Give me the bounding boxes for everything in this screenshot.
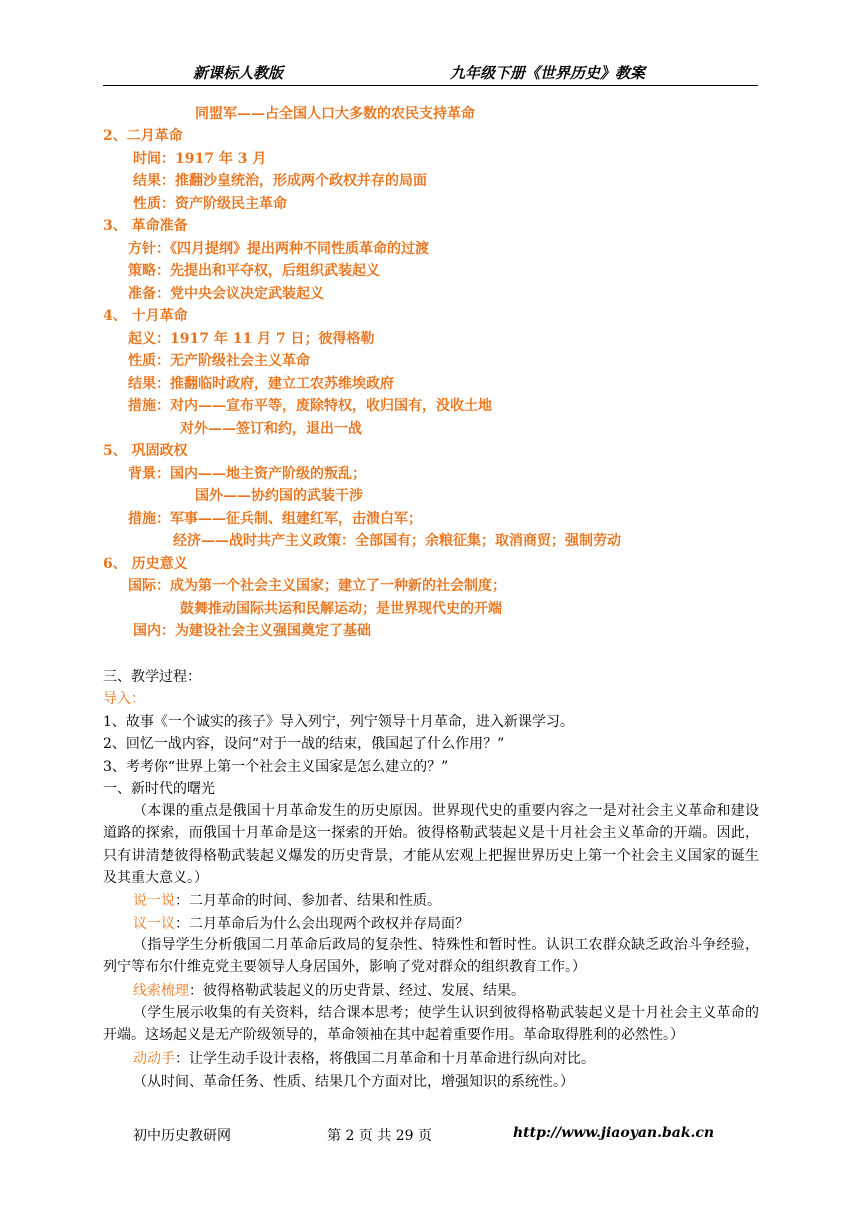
- activity-line: [133, 892, 441, 910]
- intro-item: 1、故事《一个诚实的孩子》导入列宁，列宁领导十月革命，进入新课学习。: [103, 714, 574, 730]
- outline-line: 结果：推翻临时政府，建立工农苏维埃政府: [128, 376, 394, 392]
- activity-label: 议一议: [133, 916, 175, 932]
- outline-line: 起义：1917 年 11 月 7 日；彼得格勒: [128, 331, 375, 347]
- subsection-heading: 一、新时代的曙光: [103, 781, 215, 797]
- activity-label: 线索梳理: [133, 983, 189, 999]
- outline-line: 方针：《四月提纲》提出两种不同性质革命的过渡: [128, 241, 429, 257]
- outline-line: 经济——战时共产主义政策：全部国有；余粮征集；取消商贸；强制劳动: [173, 533, 621, 549]
- intro-item: 2、回忆一战内容，设问“对于一战的结束，俄国起了什么作用？”: [103, 736, 505, 752]
- header-divider: [103, 85, 758, 86]
- activity-label: 说一说: [133, 893, 175, 909]
- outline-line: 性质：资产阶级民主革命: [133, 196, 287, 212]
- intro-item: 3、考考你“世界上第一个社会主义国家是怎么建立的？”: [103, 759, 449, 775]
- outline-line: 策略：先提出和平夺权，后组织武装起义: [128, 263, 380, 279]
- outline-heading: 3、 革命准备: [103, 218, 188, 234]
- header-title: 九年级下册《世界历史》教案: [450, 64, 646, 82]
- paragraph: （指导学生分析俄国二月革命后政局的复杂性、特殊性和暂时性。认识工农群众缺乏政治斗争经验，列宁等布尔什维克党主要领导人身居国外，影响了党对群众的组织教育工作。）: [103, 937, 759, 976]
- outline-line: 国际：成为第一个社会主义国家；建立了一种新的社会制度；: [128, 578, 506, 594]
- outline-line: 背景：国内——地主资产阶级的叛乱；: [128, 466, 366, 482]
- activity-label: 动动手: [133, 1051, 175, 1067]
- intro-label: 导入：: [103, 691, 145, 707]
- activity-text: ：彼得格勒武装起义的历史背景、经过、发展、结果。: [189, 983, 525, 999]
- outline-line: 准备：党中央会议决定武装起义: [128, 286, 324, 302]
- outline-line: 措施：军事——征兵制、组建红军，击溃白军；: [128, 511, 422, 527]
- outline-line: 国内：为建设社会主义强国奠定了基础: [133, 623, 371, 639]
- outline-heading: 4、 十月革命: [103, 308, 188, 324]
- activity-text: ：二月革命后为什么会出现两个政权并存局面？: [175, 916, 469, 932]
- outline-line: 措施：对内——宣布平等，废除特权，收归国有，没收土地: [128, 398, 492, 414]
- outline-line: 性质：无产阶级社会主义革命: [128, 353, 310, 369]
- paragraph: （学生展示收集的有关资料，结合课本思考；使学生认识到彼得格勒武装起义是十月社会主义革命的开端。这场起义是无产阶级领导的，革命领袖在其中起着重要作用。革命取得胜利的必然性。）: [103, 1005, 759, 1044]
- paragraph: （本课的重点是俄国十月革命发生的历史原因。世界现代史的重要内容之一是对社会主义革命和建设道路的探索，而俄国十月革命是这一探索的开始。彼得格勒武装起义是十月社会主义革命的开端。因此，只有讲清楚彼得格勒武装起义爆发的历史背景，才能从宏观上把握世界历史上第一个社会主义国家的诞生及其重大意义。）: [103, 803, 759, 887]
- activity-text: ：让学生动手设计表格，将俄国二月革命和十月革命进行纵向对比。: [175, 1051, 595, 1067]
- activity-line: [133, 982, 525, 1000]
- activity-line: [133, 1050, 595, 1068]
- outline-line: 国外——协约国的武装干涉: [195, 488, 363, 504]
- outline-heading: 2、二月革命: [103, 128, 183, 144]
- outline-heading: 5、 巩固政权: [103, 443, 188, 459]
- footer-page-number: 第 2 页 共 29 页: [327, 1128, 432, 1144]
- outline-line: 结果：推翻沙皇统治，形成两个政权并存的局面: [133, 173, 427, 189]
- outline-line: 鼓舞推动国际共运和民解运动；是世界现代史的开端: [180, 601, 502, 617]
- activity-line: [133, 915, 469, 933]
- footer-site: 初中历史教研网: [133, 1128, 231, 1144]
- outline-line: 对外——签订和约，退出一战: [180, 421, 362, 437]
- header-edition: 新课标人教版: [193, 64, 284, 82]
- outline-line: 同盟军——占全国人口大多数的农民支持革命: [195, 106, 475, 122]
- paragraph: （从时间、革命任务、性质、结果几个方面对比，增强知识的系统性。）: [133, 1074, 574, 1090]
- section-heading: 三、教学过程：: [103, 669, 201, 685]
- outline-heading: 6、 历史意义: [103, 556, 188, 572]
- activity-text: ：二月革命的时间、参加者、结果和性质。: [175, 893, 441, 909]
- footer-url[interactable]: http://www.jiaoyan.bak.cn: [513, 1125, 715, 1141]
- outline-line: 时间：1917 年 3 月: [133, 151, 267, 167]
